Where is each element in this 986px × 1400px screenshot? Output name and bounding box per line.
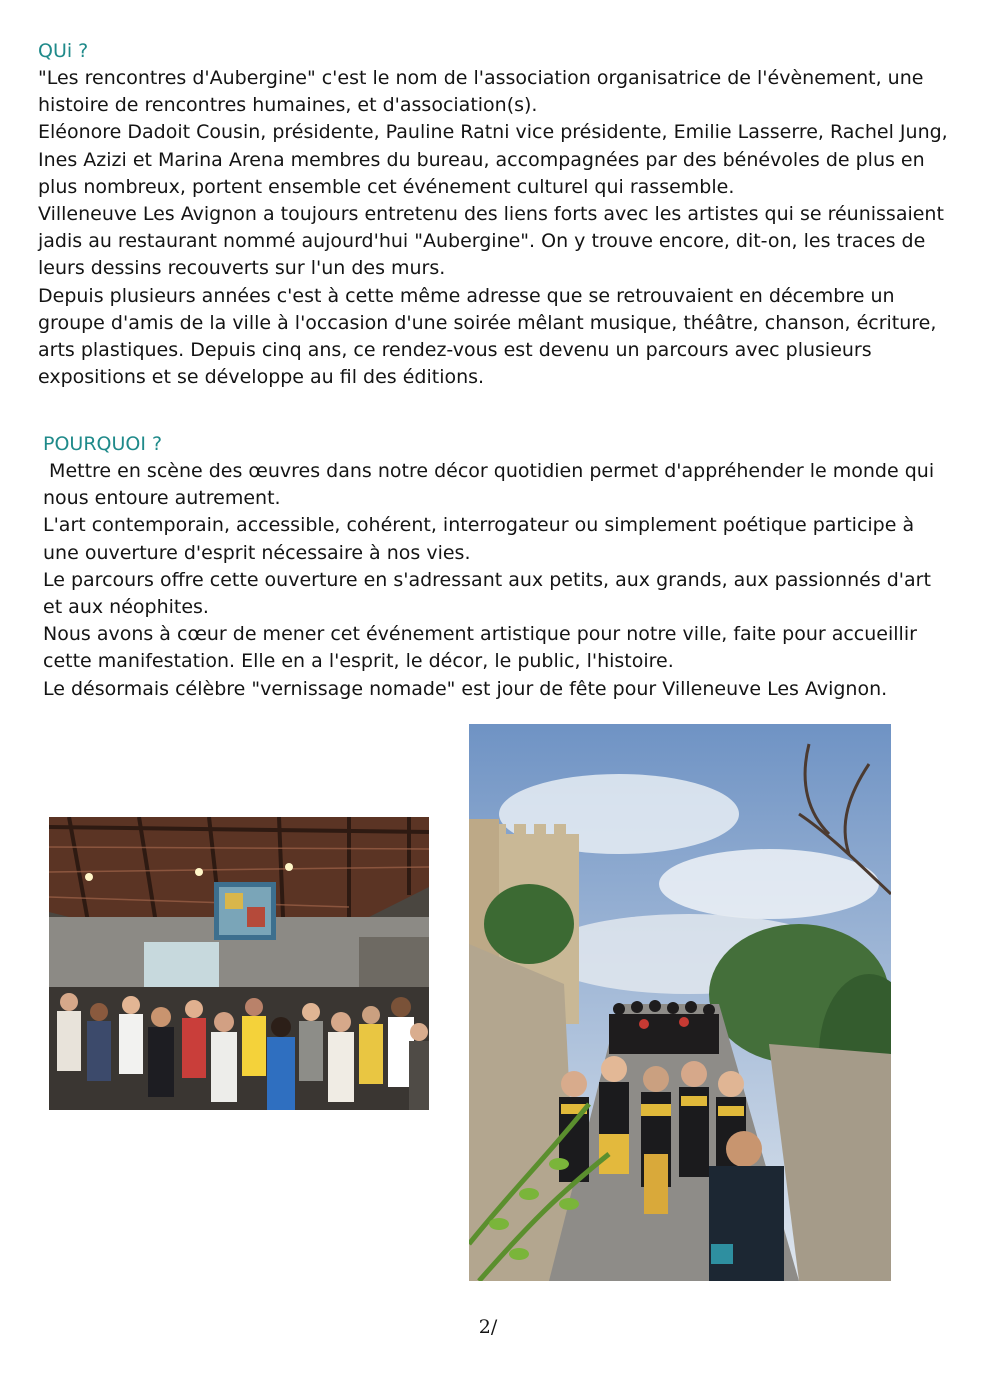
section-heading-pourquoi: POURQUOI ? <box>43 433 163 455</box>
photo-street-parade <box>469 724 891 1281</box>
paragraph-event-origin: Depuis plusieurs années c'est à cette même adresse que se retrouvaient en décembre un groupe d'amis de la ville à l'occasion d'une soirée mêlant musique, théâtre, chanson, écriture, arts plastiques. Depuis cinq ans, ce rendez-vous est devenu un parcours avec plusieurs expositions et se développe au fil des éditions. <box>38 284 943 389</box>
paragraph-town-event: Nous avons à cœur de mener cet événement artistique pour notre ville, faite pour accueillir cette manifestation. Elle en a l'esprit, le décor, le public, l'histoire. <box>43 623 923 673</box>
paragraph-association-name: "Les rencontres d'Aubergine" c'est le nom de l'association organisatrice de l'évènement, une histoire de rencontres humaines, et d'association(s). <box>38 67 930 117</box>
paragraph-audience: Le parcours offre cette ouverture en s'adressant aux petits, aux grands, aux passionnés d'art et aux néophites. <box>43 568 937 619</box>
street-parade-illustration <box>469 724 891 1281</box>
paragraph-bureau-members: Eléonore Dadoit Cousin, présidente, Pauline Ratni vice présidente, Emilie Lasserre, Rachel Jung, Ines Azizi et Marina Arena membres du bureau, accompagnées par des bénévoles de plus en plus nombreux, portent ensemble cet événement culturel qui rassemble. <box>38 121 954 198</box>
paragraph-contemporary-art: L'art contemporain, accessible, cohérent, interrogateur ou simplement poétique participe à une ouverture d'esprit nécessaire à nos vies. <box>43 514 921 564</box>
paragraph-everyday-decor: Mettre en scène des œuvres dans notre décor quotidien permet d'appréhender le monde qui nous entoure autrement. <box>43 460 941 510</box>
market-hall-illustration <box>49 817 429 1110</box>
paragraph-artists-history: Villeneuve Les Avignon a toujours entretenu des liens forts avec les artistes qui se réunissaient jadis au restaurant nommé aujourd'hui "Aubergine". On y trouve encore, dit-on, les traces de leurs dessins recouverts sur l'un des murs. <box>38 203 950 280</box>
section-heading-qui: QUi ? <box>38 40 89 62</box>
page-number: 2/ <box>478 1316 498 1338</box>
section-pourquoi <box>43 431 948 703</box>
photo-market-hall-crowd <box>49 817 429 1110</box>
section-qui <box>38 38 954 391</box>
paragraph-vernissage-nomade: Le désormais célèbre "vernissage nomade" est jour de fête pour Villeneuve Les Avignon. <box>43 677 888 700</box>
